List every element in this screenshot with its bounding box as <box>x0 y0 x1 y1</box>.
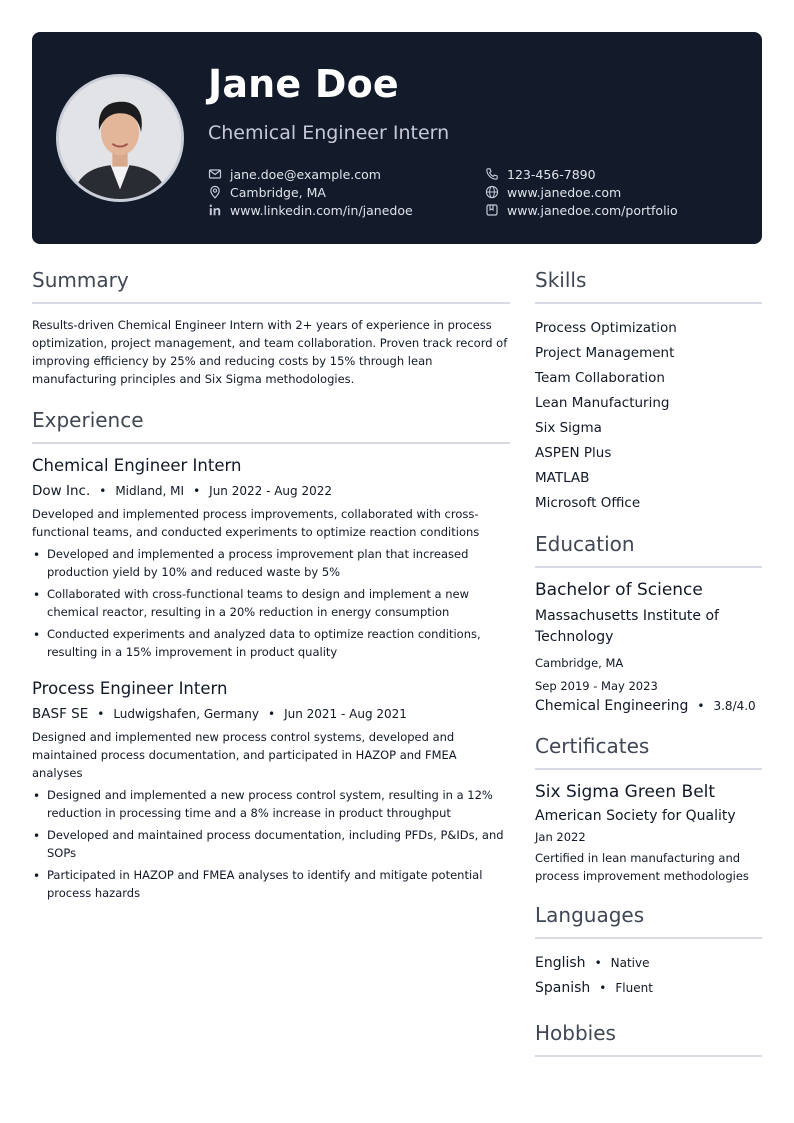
languages-heading: Languages <box>535 903 762 939</box>
contact-phone[interactable] <box>485 166 748 182</box>
skill-item: MATLAB <box>535 470 590 486</box>
education-degree: Bachelor of Science <box>535 580 703 600</box>
job-location: Ludwigshafen, Germany <box>113 707 259 721</box>
education-dates: Sep 2019 - May 2023 <box>535 679 658 693</box>
separator-dot: • <box>599 981 607 995</box>
contact-linkedin-text: www.linkedin.com/in/janedoe <box>230 202 413 218</box>
resume-header <box>32 32 762 244</box>
skills-list <box>535 316 762 516</box>
location-icon <box>208 185 222 199</box>
job-company: BASF SE <box>32 706 89 722</box>
job-bullets <box>32 545 510 661</box>
job-title: Chemical Engineer Intern <box>32 456 242 475</box>
skills-heading: Skills <box>535 268 762 304</box>
mail-icon <box>208 167 222 181</box>
job-bullet: • Collaborated with cross-functional teams to design and implement a new chemical reactor, resulting in a 20% reduction in energy consumption <box>32 585 510 621</box>
separator-dot: • <box>594 956 602 970</box>
job-bullet: • Participated in HAZOP and FMEA analyses to identify and mitigate potential process hazards <box>32 866 510 902</box>
globe-icon <box>485 185 499 199</box>
language-level: Native <box>610 956 650 970</box>
job-bullet: • Conducted experiments and analyzed data to optimize reaction conditions, resulting in a 15% improvement in product quality <box>32 625 510 661</box>
contact-location-text: Cambridge, MA <box>230 184 326 200</box>
job-bullet: • Developed and implemented a process improvement plan that increased production yield by 10% and reduced waste by 5% <box>32 545 510 581</box>
job-title: Process Engineer Intern <box>32 679 228 698</box>
contact-website-text: www.janedoe.com <box>507 184 622 200</box>
separator-dot: • <box>267 707 276 721</box>
job-dates: Jun 2022 - Aug 2022 <box>209 484 333 498</box>
education-heading: Education <box>535 532 762 568</box>
education-location: Cambridge, MA <box>535 656 624 670</box>
profile-photo <box>56 74 184 202</box>
contact-portfolio[interactable] <box>485 202 748 218</box>
job-location: Midland, MI <box>115 484 185 498</box>
separator-dot: • <box>697 699 705 713</box>
job-bullet: • Developed and maintained process documentation, including PFDs, P&IDs, and SOPs <box>32 826 510 862</box>
linkedin-icon <box>208 203 222 217</box>
education-field: Chemical Engineering <box>535 698 689 714</box>
job-entry <box>32 456 510 661</box>
education-gpa: 3.8/4.0 <box>713 699 756 713</box>
job-dates: Jun 2021 - Aug 2021 <box>284 707 407 721</box>
language-name: Spanish <box>535 980 591 996</box>
languages-list <box>535 951 762 1001</box>
skill-item: Project Management <box>535 345 675 361</box>
job-bullet: • Designed and implemented a new process control system, resulting in a 12% reduction in processing time and a 8% increase in product throughput <box>32 786 510 822</box>
language-name: English <box>535 955 586 971</box>
skill-item: Six Sigma <box>535 420 602 436</box>
job-bullets <box>32 786 510 902</box>
job-description: Developed and implemented process improvements, collaborated with cross-functional teams, and conducted experiments to optimize reaction conditions <box>32 507 480 539</box>
contact-linkedin[interactable] <box>208 202 485 218</box>
hobbies-heading: Hobbies <box>535 1021 762 1057</box>
skill-item: ASPEN Plus <box>535 445 612 461</box>
separator-dot: • <box>99 484 107 498</box>
contact-location <box>208 184 485 200</box>
job-entry <box>32 679 510 902</box>
experience-heading: Experience <box>32 408 510 444</box>
certificate-name: Six Sigma Green Belt <box>535 782 716 802</box>
side-column <box>535 268 762 1069</box>
separator-dot: • <box>97 707 105 721</box>
main-column <box>32 268 510 920</box>
language-item <box>535 976 762 1001</box>
summary-text: Results-driven Chemical Engineer Intern with 2+ years of experience in process optimization, project management, and team collaboration. Proven track record of improving efficiency by 25% and reducing costs by 15% through lean manufacturing principles and Six Sigma methodologies. <box>32 318 508 386</box>
contact-email[interactable] <box>208 166 485 182</box>
skill-item: Microsoft Office <box>535 495 641 511</box>
separator-dot: • <box>193 484 201 498</box>
certificate-date: Jan 2022 <box>535 830 586 844</box>
portfolio-icon <box>485 203 499 217</box>
contact-phone-text: 123-456-7890 <box>507 166 596 182</box>
summary-heading: Summary <box>32 268 510 304</box>
education-school: Massachusetts Institute of Technology <box>535 608 719 645</box>
certificate-org: American Society for Quality <box>535 808 736 824</box>
skill-item: Lean Manufacturing <box>535 395 670 411</box>
certificates-heading: Certificates <box>535 734 762 770</box>
job-meta <box>32 706 510 722</box>
contact-list <box>208 166 748 218</box>
job-description: Designed and implemented new process control systems, developed and maintained process documentation, and participated in HAZOP and FMEA analyses <box>32 730 457 780</box>
candidate-name: Jane Doe <box>208 62 399 106</box>
language-item <box>535 951 762 976</box>
job-company: Dow Inc. <box>32 483 91 499</box>
contact-website[interactable] <box>485 184 748 200</box>
phone-icon <box>485 167 499 181</box>
contact-email-text: jane.doe@example.com <box>230 166 381 182</box>
certificate-description: Certified in lean manufacturing and process improvement methodologies <box>535 851 749 883</box>
language-level: Fluent <box>615 981 653 995</box>
skill-item: Process Optimization <box>535 320 677 336</box>
candidate-role: Chemical Engineer Intern <box>208 122 450 144</box>
skill-item: Team Collaboration <box>535 370 665 386</box>
job-meta <box>32 483 510 499</box>
contact-portfolio-text: www.janedoe.com/portfolio <box>507 202 678 218</box>
education-field-row <box>535 698 762 714</box>
